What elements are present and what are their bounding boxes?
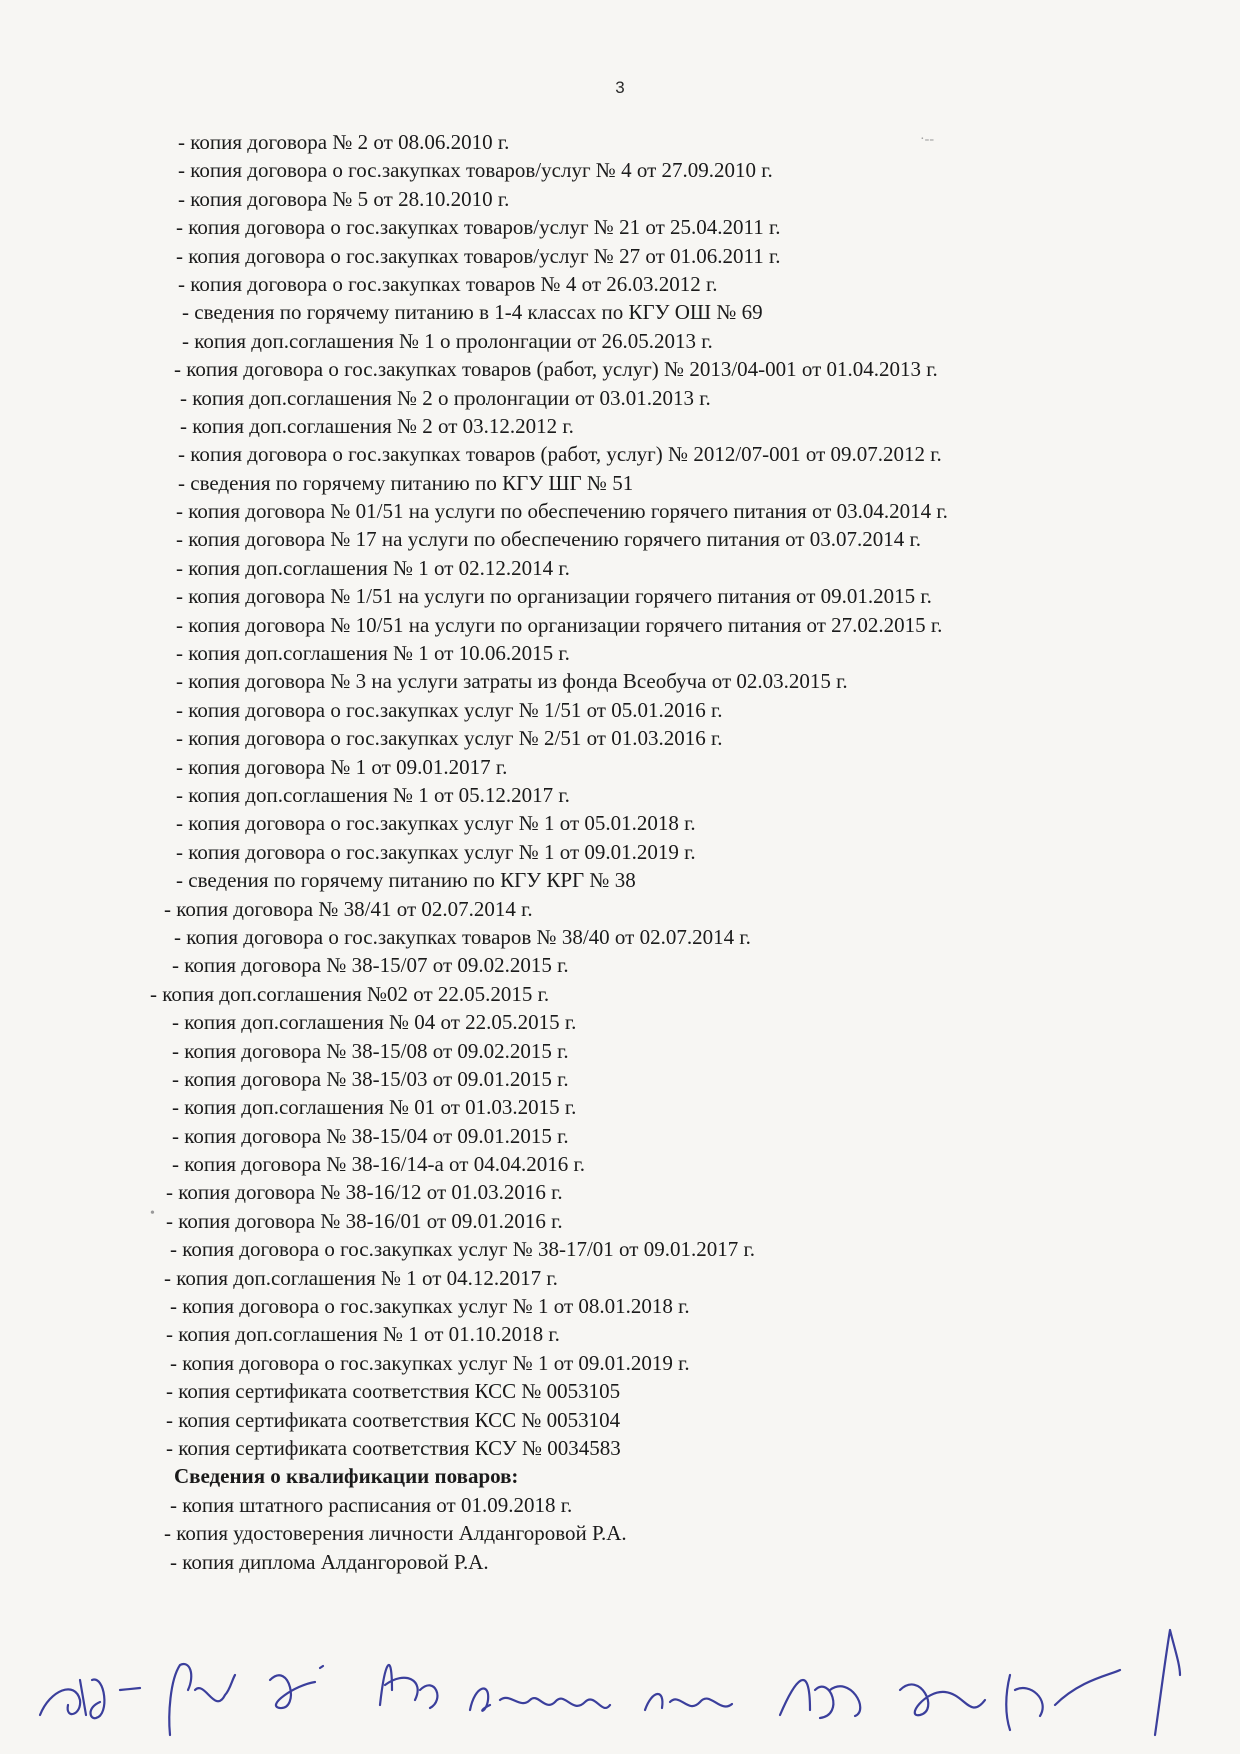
list-item: - копия сертификата соответствия КСС № 0053104 bbox=[166, 1407, 621, 1432]
list-item: - сведения по горячему питанию по КГУ КРГ № 38 bbox=[176, 868, 636, 893]
document-list bbox=[0, 128, 1240, 1576]
list-item: - копия договора № 10/51 на услуги по организации горячего питания от 27.02.2015 г. bbox=[176, 612, 943, 637]
list-item: - копия доп.соглашения № 1 от 05.12.2017 г. bbox=[176, 782, 570, 807]
list-item: - копия договора о гос.закупках услуг № 1/51 от 05.01.2016 г. bbox=[176, 697, 723, 722]
list-item: - копия сертификата соответствия КСС № 0053105 bbox=[166, 1379, 621, 1404]
list-item: - копия договора о гос.закупках услуг № 38-17/01 от 09.01.2017 г. bbox=[170, 1237, 755, 1262]
signature-stroke bbox=[645, 1694, 732, 1710]
list-item: - копия договора о гос.закупках товаров/услуг № 4 от 27.09.2010 г. bbox=[178, 158, 773, 183]
list-item: - копия удостоверения личности Алдангоровой Р.А. bbox=[164, 1521, 627, 1546]
list-item: - сведения по горячему питанию по КГУ ШГ № 51 bbox=[178, 470, 634, 495]
signature-stroke bbox=[1155, 1630, 1180, 1735]
signature-stroke bbox=[380, 1665, 437, 1708]
list-item: - копия доп.соглашения № 01 от 01.03.2015 г. bbox=[172, 1095, 577, 1120]
scan-speck: ·‑‑ bbox=[920, 132, 934, 147]
list-item: - копия договора № 38-16/12 от 01.03.2016 г. bbox=[166, 1180, 563, 1205]
list-item: - копия договора о гос.закупках товаров № 4 от 26.03.2012 г. bbox=[178, 271, 718, 296]
list-item: - копия доп.соглашения № 2 о пролонгации от 03.01.2013 г. bbox=[180, 385, 711, 410]
list-item: - копия договора № 1 от 09.01.2017 г. bbox=[176, 754, 508, 779]
signature-stroke bbox=[470, 1689, 610, 1711]
list-item: - копия диплома Алдангоровой Р.А. bbox=[170, 1549, 489, 1574]
list-item: - копия договора о гос.закупках товаров/услуг № 27 от 01.06.2011 г. bbox=[176, 243, 781, 268]
list-item: - копия доп.соглашения № 1 от 04.12.2017 г. bbox=[164, 1265, 558, 1290]
list-item: - копия договора № 2 от 08.06.2010 г. bbox=[178, 130, 510, 154]
list-item: - копия доп.соглашения № 1 о пролонгации от 26.05.2013 г. bbox=[182, 328, 713, 353]
list-item: - копия доп.соглашения № 1 от 02.12.2014 г. bbox=[176, 555, 570, 580]
signature-stroke bbox=[780, 1680, 860, 1718]
list-item: - копия доп.соглашения № 04 от 22.05.2015 г. bbox=[172, 1010, 577, 1035]
list-item: - копия договора о гос.закупках услуг № 1 от 08.01.2018 г. bbox=[170, 1294, 690, 1319]
list-item: - копия договора о гос.закупках услуг № 2/51 от 01.03.2016 г. bbox=[176, 726, 723, 751]
list-item: - копия договора о гос.закупках услуг № 1 от 09.01.2019 г. bbox=[170, 1350, 690, 1375]
list-item: - копия договора о гос.закупках товаров (работ, услуг) № 2013/04-001 от 01.04.2013 г. bbox=[174, 357, 938, 382]
signature-stroke bbox=[169, 1664, 235, 1735]
signature-stroke bbox=[900, 1684, 985, 1715]
list-item: - копия договора № 38-15/03 от 09.01.2015 г. bbox=[172, 1066, 569, 1091]
list-item: - копия договора № 38-16/14-а от 04.04.2016 г. bbox=[172, 1152, 585, 1177]
list-item: - копия сертификата соответствия КСУ № 0034583 bbox=[166, 1435, 621, 1460]
list-item: - копия договора № 01/51 на услуги по обеспечению горячего питания от 03.04.2014 г. bbox=[176, 499, 948, 524]
list-item: - копия договора № 38-15/08 от 09.02.2015 г. bbox=[172, 1038, 569, 1063]
list-item: - копия договора № 38-15/07 от 09.02.2015 г. bbox=[172, 953, 569, 978]
list-item: - копия договора № 5 от 28.10.2010 г. bbox=[178, 186, 510, 211]
list-item: - копия доп.соглашения № 1 от 10.06.2015 г. bbox=[176, 641, 570, 666]
signature-stroke bbox=[1006, 1670, 1120, 1730]
list-item: - сведения по горячему питанию в 1-4 классах по КГУ ОШ № 69 bbox=[182, 300, 763, 325]
list-item: - копия договора о гос.закупках услуг № 1 от 09.01.2019 г. bbox=[176, 839, 696, 864]
list-item: - копия договора о гос.закупках услуг № 1 от 05.01.2018 г. bbox=[176, 811, 696, 836]
list-item: - копия доп.соглашения № 2 от 03.12.2012 г. bbox=[180, 413, 574, 438]
section-heading: Сведения о квалификации поваров: bbox=[174, 1464, 519, 1489]
signature-stroke bbox=[270, 1666, 323, 1708]
list-item: - копия договора о гос.закупках товаров/услуг № 21 от 25.04.2011 г. bbox=[176, 215, 781, 240]
list-item: - копия договора о гос.закупках товаров № 38/40 от 02.07.2014 г. bbox=[174, 924, 751, 949]
list-item: - копия штатного расписания от 01.09.2018 г. bbox=[170, 1492, 573, 1517]
signature-stroke bbox=[40, 1680, 104, 1719]
list-item: - копия договора о гос.закупках товаров (работ, услуг) № 2012/07-001 от 09.07.2012 г. bbox=[178, 442, 942, 467]
list-item: - копия доп.соглашения №02 от 22.05.2015 г. bbox=[150, 981, 550, 1006]
list-item: - копия договора № 38/41 от 02.07.2014 г. bbox=[164, 896, 533, 921]
handwritten-signatures bbox=[20, 1620, 1220, 1740]
list-item: - копия доп.соглашения № 1 от 01.10.2018 г. bbox=[166, 1322, 560, 1347]
signature-stroke bbox=[120, 1688, 140, 1690]
list-item: - копия договора № 17 на услуги по обеспечению горячего питания от 03.07.2014 г. bbox=[176, 527, 922, 552]
scan-speck: • bbox=[150, 1206, 155, 1221]
list-item: - копия договора № 38-16/01 от 09.01.2016 г. bbox=[166, 1208, 563, 1233]
page-number: 3 bbox=[615, 78, 625, 97]
list-item: - копия договора № 1/51 на услуги по организации горячего питания от 09.01.2015 г. bbox=[176, 584, 932, 609]
list-item: - копия договора № 38-15/04 от 09.01.2015 г. bbox=[172, 1123, 569, 1148]
list-item: - копия договора № 3 на услуги затраты из фонда Всеобуча от 02.03.2015 г. bbox=[176, 669, 848, 694]
